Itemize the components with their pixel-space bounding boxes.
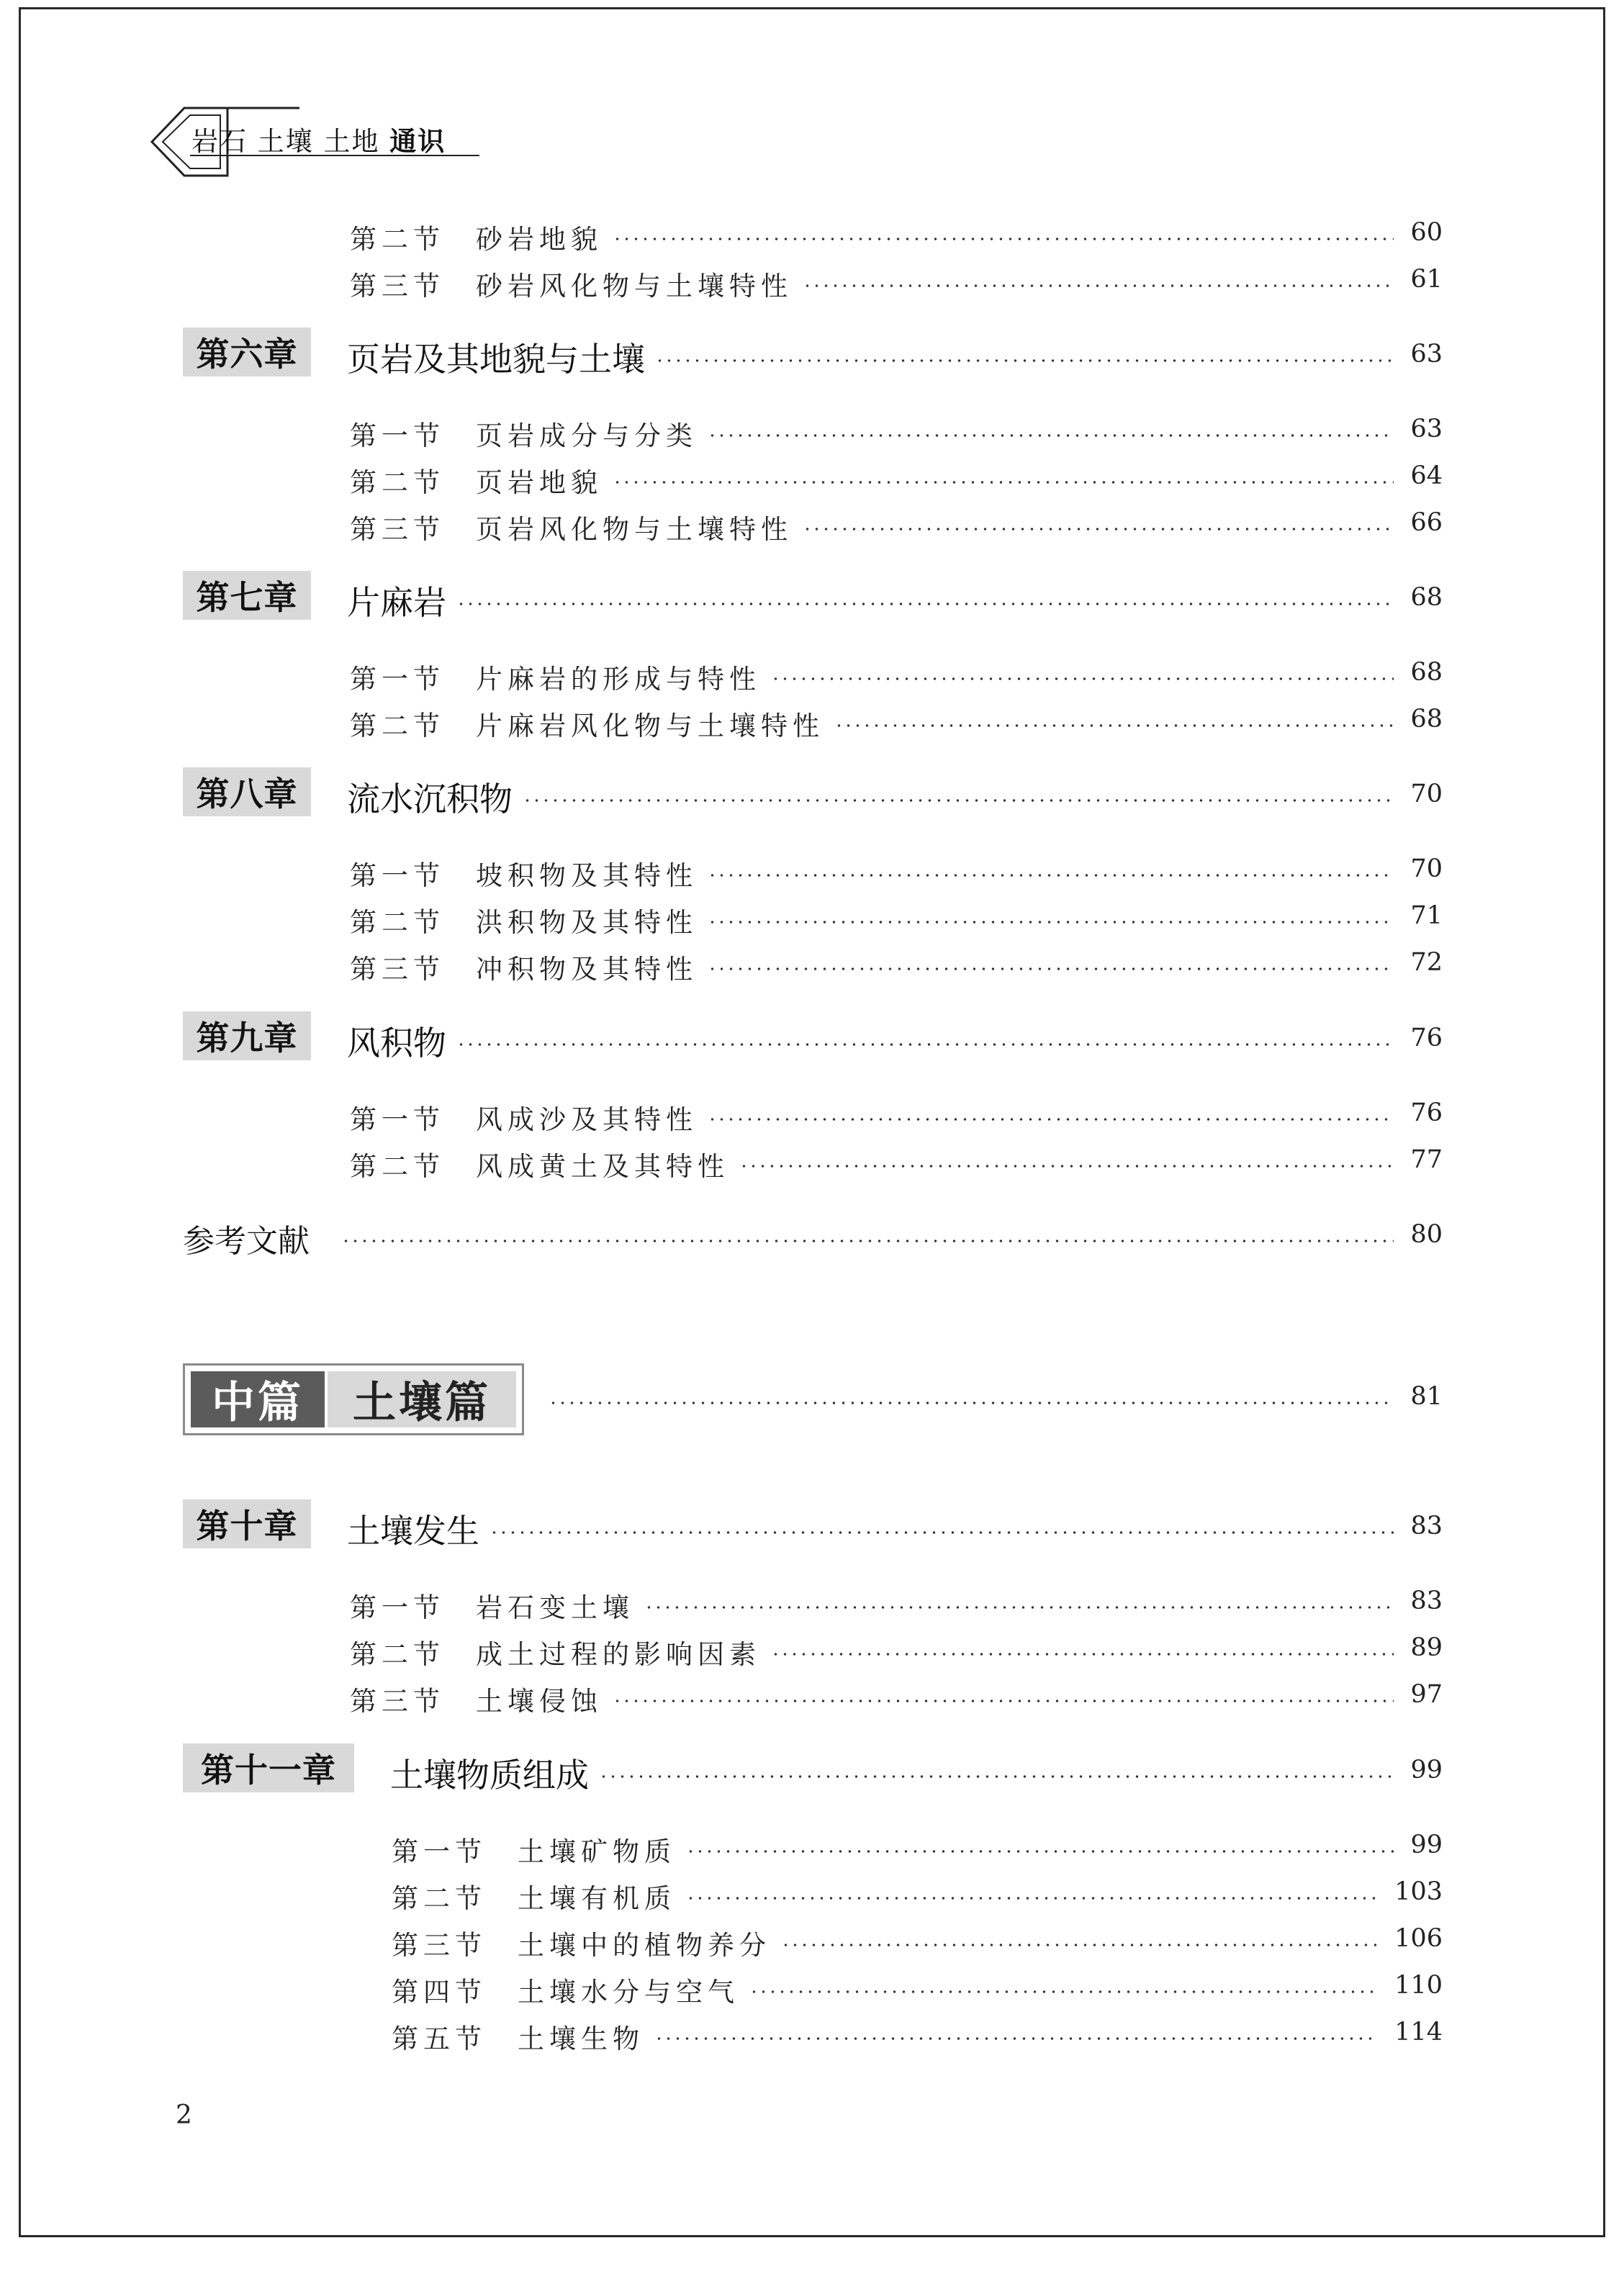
dot-leader	[686, 1850, 1394, 1853]
dot-leader	[781, 1944, 1378, 1946]
section-title: 坡积物及其特性	[476, 860, 698, 891]
page-number-ref: 114	[1394, 2018, 1443, 2046]
page-number-ref: 76	[1410, 1024, 1443, 1052]
section-number: 第一节	[350, 1104, 445, 1135]
header-title-bold: 通识	[389, 125, 446, 157]
section-number: 第二节	[350, 1639, 445, 1670]
page-number-ref: 83	[1410, 1587, 1443, 1615]
toc-section-row[interactable]	[350, 1145, 729, 1183]
section-title: 岩石变土壤	[476, 1592, 634, 1623]
page-number-ref: 68	[1410, 658, 1443, 687]
header-title-plain: 岩石 土壤 土地	[191, 126, 380, 157]
page-number-ref: 83	[1410, 1512, 1443, 1540]
page-number-ref: 63	[1410, 340, 1443, 369]
section-number: 第二节	[350, 710, 445, 741]
section-title: 土壤中的植物养分	[518, 1930, 771, 1961]
toc-section-row[interactable]	[350, 1098, 698, 1137]
chapter-title[interactable]: 流水沉积物	[347, 780, 513, 818]
section-title: 成土过程的影响因素	[476, 1639, 761, 1670]
page-number-ref: 81	[1410, 1382, 1443, 1411]
dot-leader	[549, 1402, 1394, 1404]
page-number-ref: 70	[1410, 780, 1443, 808]
section-number: 第三节	[350, 514, 445, 545]
section-number: 第二节	[350, 907, 445, 938]
dot-leader	[613, 481, 1394, 484]
toc-section-row[interactable]	[350, 947, 698, 986]
section-title: 冲积物及其特性	[476, 954, 698, 985]
dot-leader	[834, 724, 1394, 727]
section-title: 砂岩风化物与土壤特性	[476, 271, 793, 302]
page-number-ref: 77	[1410, 1145, 1443, 1174]
page-number-ref: 97	[1410, 1680, 1443, 1709]
dot-leader	[654, 2037, 1378, 2040]
chapter-number-box: 第七章	[183, 571, 311, 620]
page-number-ref: 106	[1394, 1924, 1443, 1953]
toc-section-row[interactable]	[350, 901, 698, 939]
section-title: 页岩风化物与土壤特性	[476, 514, 793, 545]
dot-leader	[456, 1043, 1394, 1046]
chapter-title[interactable]: 片麻岩	[347, 583, 446, 622]
page-number-ref: 89	[1410, 1633, 1443, 1662]
toc-section-row[interactable]	[392, 1923, 771, 1962]
page-number-ref: 72	[1410, 948, 1443, 977]
section-title: 片麻岩的形成与特性	[476, 664, 761, 695]
page-number-ref: 61	[1410, 265, 1443, 294]
page-number-ref: 71	[1410, 901, 1443, 930]
dot-leader	[341, 1240, 1394, 1242]
section-title: 风成沙及其特性	[476, 1104, 698, 1135]
section-number: 第一节	[392, 1836, 487, 1867]
dot-leader	[771, 1653, 1394, 1656]
section-number: 第二节	[350, 467, 445, 498]
dot-leader	[708, 874, 1394, 877]
section-number: 第三节	[392, 1930, 487, 1961]
chapter-number-box: 第十章	[183, 1499, 311, 1548]
toc-section-row[interactable]	[350, 1633, 761, 1671]
toc-section-row[interactable]	[350, 854, 698, 893]
toc-section-row[interactable]	[392, 1877, 676, 1915]
toc-section-row[interactable]	[350, 217, 603, 256]
section-number: 第二节	[350, 224, 445, 255]
dot-leader	[655, 359, 1394, 362]
chapter-title[interactable]: 页岩及其地貌与土壤	[347, 340, 645, 379]
dot-leader	[708, 1118, 1394, 1121]
running-header-title	[191, 119, 446, 158]
page-number-ref: 103	[1394, 1877, 1443, 1906]
page-number-ref: 110	[1394, 1971, 1443, 2000]
toc-section-row[interactable]	[350, 1586, 634, 1625]
dot-leader	[599, 1775, 1394, 1778]
section-title: 土壤有机质	[518, 1883, 676, 1914]
section-title: 页岩成分与分类	[476, 420, 698, 451]
page-number-ref: 76	[1410, 1098, 1443, 1127]
chapter-title[interactable]: 风积物	[347, 1024, 446, 1062]
dot-leader	[803, 284, 1394, 287]
toc-section-row[interactable]	[392, 1830, 676, 1869]
toc-section-row[interactable]	[392, 2017, 644, 2056]
section-number: 第三节	[350, 1686, 445, 1717]
toc-section-row[interactable]	[350, 507, 793, 546]
section-number: 第二节	[350, 1151, 445, 1182]
section-title: 页岩地貌	[476, 467, 603, 498]
section-number: 第四节	[392, 1977, 487, 2008]
chapter-number-box: 第八章	[183, 767, 311, 816]
page-number-ref: 64	[1410, 461, 1443, 490]
chapter-number-box: 第九章	[183, 1011, 311, 1060]
section-number: 第一节	[350, 420, 445, 451]
part-heading[interactable]	[183, 1363, 524, 1435]
chapter-number-box: 第六章	[183, 328, 311, 376]
page-number-ref: 80	[1410, 1220, 1443, 1249]
dot-leader	[708, 967, 1394, 970]
section-title: 风成黄土及其特性	[476, 1151, 729, 1182]
dot-leader	[613, 1700, 1394, 1702]
dot-leader	[771, 677, 1394, 680]
section-number: 第三节	[350, 271, 445, 302]
section-title: 土壤侵蚀	[476, 1686, 603, 1717]
dot-leader	[686, 1897, 1378, 1900]
chapter-title[interactable]: 土壤发生	[347, 1512, 479, 1551]
section-title: 土壤生物	[518, 2023, 644, 2054]
dot-leader	[644, 1606, 1394, 1609]
page-number-ref: 63	[1410, 415, 1443, 443]
page-number-ref: 99	[1410, 1831, 1443, 1859]
dot-leader	[749, 1990, 1378, 1993]
toc-section-row[interactable]	[350, 264, 793, 303]
references-title[interactable]: 参考文献	[183, 1223, 310, 1260]
dot-leader	[490, 1531, 1394, 1534]
dot-leader	[708, 434, 1394, 437]
running-header	[148, 102, 551, 181]
toc-section-row[interactable]	[350, 1679, 603, 1718]
toc-section-row[interactable]	[392, 1970, 739, 2009]
part-title: 土壤篇	[328, 1371, 516, 1427]
section-number: 第二节	[392, 1883, 487, 1914]
section-number: 第一节	[350, 860, 445, 891]
page-number-ref: 99	[1410, 1756, 1443, 1784]
dot-leader	[613, 238, 1394, 240]
dot-leader	[739, 1165, 1394, 1168]
dot-leader	[523, 799, 1394, 802]
section-number: 第一节	[350, 1592, 445, 1623]
section-title: 片麻岩风化物与土壤特性	[476, 710, 824, 741]
toc-section-row[interactable]	[350, 414, 698, 453]
section-number: 第三节	[350, 954, 445, 985]
section-title: 砂岩地貌	[476, 224, 603, 255]
section-title: 土壤水分与空气	[518, 1977, 739, 2008]
dot-leader	[456, 603, 1394, 605]
page-number-ref: 70	[1410, 854, 1443, 883]
dot-leader	[803, 528, 1394, 531]
page-number-ref: 68	[1410, 705, 1443, 734]
toc-section-row[interactable]	[350, 461, 603, 500]
chapter-number-box: 第十一章	[183, 1743, 354, 1792]
toc-section-row[interactable]	[350, 657, 761, 696]
dot-leader	[708, 921, 1394, 924]
page-number: 2	[176, 2100, 192, 2130]
page-number-ref: 66	[1410, 508, 1443, 537]
chapter-title[interactable]: 土壤物质组成	[390, 1756, 589, 1795]
page-number-ref: 60	[1410, 218, 1443, 247]
toc-section-row[interactable]	[350, 704, 824, 743]
section-title: 土壤矿物质	[518, 1836, 676, 1867]
section-title: 洪积物及其特性	[476, 907, 698, 938]
section-number: 第一节	[350, 664, 445, 695]
section-number: 第五节	[392, 2023, 487, 2054]
part-label: 中篇	[191, 1371, 325, 1427]
page-number-ref: 68	[1410, 583, 1443, 612]
